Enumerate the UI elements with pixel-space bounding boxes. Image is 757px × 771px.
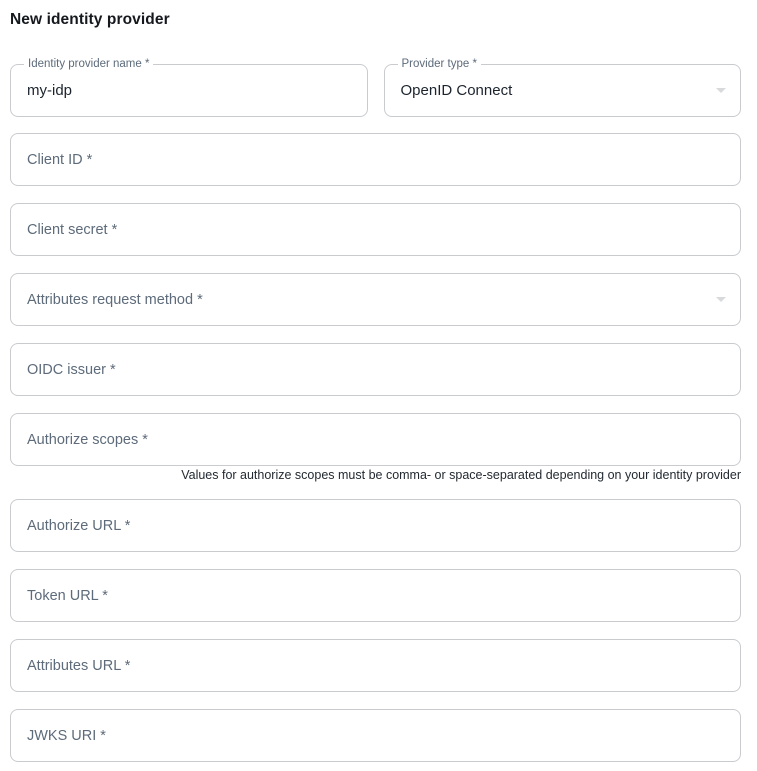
token-url-field[interactable]	[10, 569, 741, 622]
field-stack	[10, 133, 741, 762]
oidc-issuer-label: OIDC issuer *	[27, 362, 116, 378]
chevron-down-icon	[716, 297, 726, 302]
page-title: New identity provider	[10, 11, 170, 28]
provider-type-select[interactable]	[384, 58, 742, 117]
chevron-down-icon	[716, 88, 726, 93]
authorize-scopes-helper-text: Values for authorize scopes must be comma- or space-separated depending on your identity provider	[181, 468, 741, 482]
jwks-uri-field[interactable]	[10, 709, 741, 762]
attributes-request-method-label: Attributes request method *	[27, 292, 203, 308]
client-secret-field[interactable]	[10, 203, 741, 256]
token-url-label: Token URL *	[27, 588, 108, 604]
attributes-request-method-select[interactable]	[10, 273, 741, 326]
identity-provider-name-value: my-idp	[27, 82, 73, 99]
oidc-issuer-field[interactable]	[10, 343, 741, 396]
top-field-row	[10, 58, 741, 117]
identity-provider-name-field[interactable]	[10, 58, 368, 117]
client-secret-label: Client secret *	[27, 222, 118, 238]
jwks-uri-label: JWKS URI *	[27, 728, 106, 744]
provider-type-value: OpenID Connect	[400, 82, 513, 99]
client-id-label: Client ID *	[27, 152, 93, 168]
provider-type-label: Provider type *	[398, 58, 481, 71]
authorize-url-label: Authorize URL *	[27, 518, 131, 534]
client-id-field[interactable]	[10, 133, 741, 186]
identity-provider-name-label: Identity provider name *	[24, 58, 153, 71]
attributes-url-field[interactable]	[10, 639, 741, 692]
authorize-scopes-label: Authorize scopes *	[27, 432, 148, 448]
authorize-scopes-field[interactable]	[10, 413, 741, 466]
authorize-url-field[interactable]	[10, 499, 741, 552]
attributes-url-label: Attributes URL *	[27, 658, 131, 674]
